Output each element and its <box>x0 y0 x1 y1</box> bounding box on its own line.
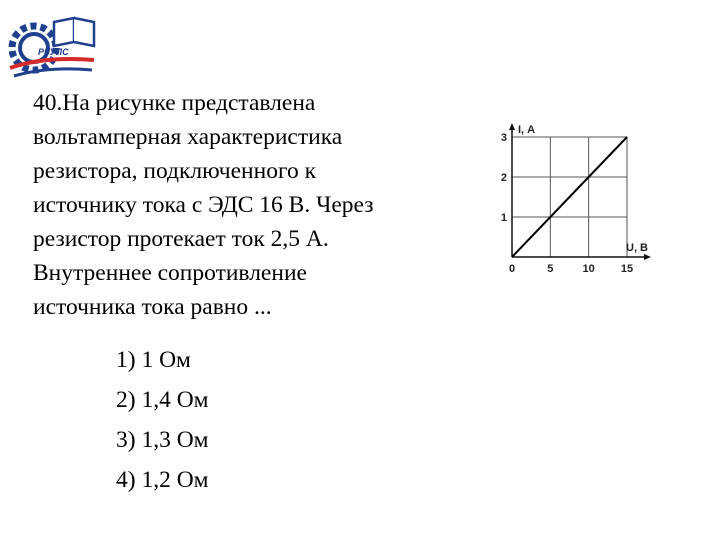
current-voltage-chart <box>490 120 660 280</box>
answer-option-1[interactable]: 1) 1 Ом <box>116 347 191 373</box>
answer-options <box>116 343 209 503</box>
question-text: 40.На рисунке представлена вольтамперная характеристика резистора, подключенного к источнику тока с ЭДС 16 В. Через резистор протекает ток 2,5 А. Внутреннее сопротивление источника тока равно ... <box>33 90 374 320</box>
x-tick-label: 10 <box>582 263 595 275</box>
answer-option-4[interactable]: 4) 1,2 Ом <box>116 467 209 493</box>
y-tick-label: 3 <box>500 132 507 144</box>
answer-option-2[interactable]: 2) 1,4 Ом <box>116 387 209 413</box>
answer-option-3[interactable]: 3) 1,3 Ом <box>116 427 209 453</box>
y-tick-label: 2 <box>500 172 507 184</box>
series-line <box>512 137 627 257</box>
y-axis-label: I, А <box>518 124 536 136</box>
x-tick-label: 5 <box>547 263 554 275</box>
x-axis-arrow-icon <box>644 254 651 260</box>
x-tick-label: 15 <box>620 263 634 275</box>
x-axis-label: U, В <box>626 242 648 254</box>
university-logo <box>4 8 100 88</box>
y-axis-arrow-icon <box>509 123 515 130</box>
logo-text: РГУПС <box>38 47 69 57</box>
y-tick-label: 1 <box>500 212 507 224</box>
book-icon <box>54 18 94 46</box>
x-tick-label: 0 <box>508 263 516 275</box>
